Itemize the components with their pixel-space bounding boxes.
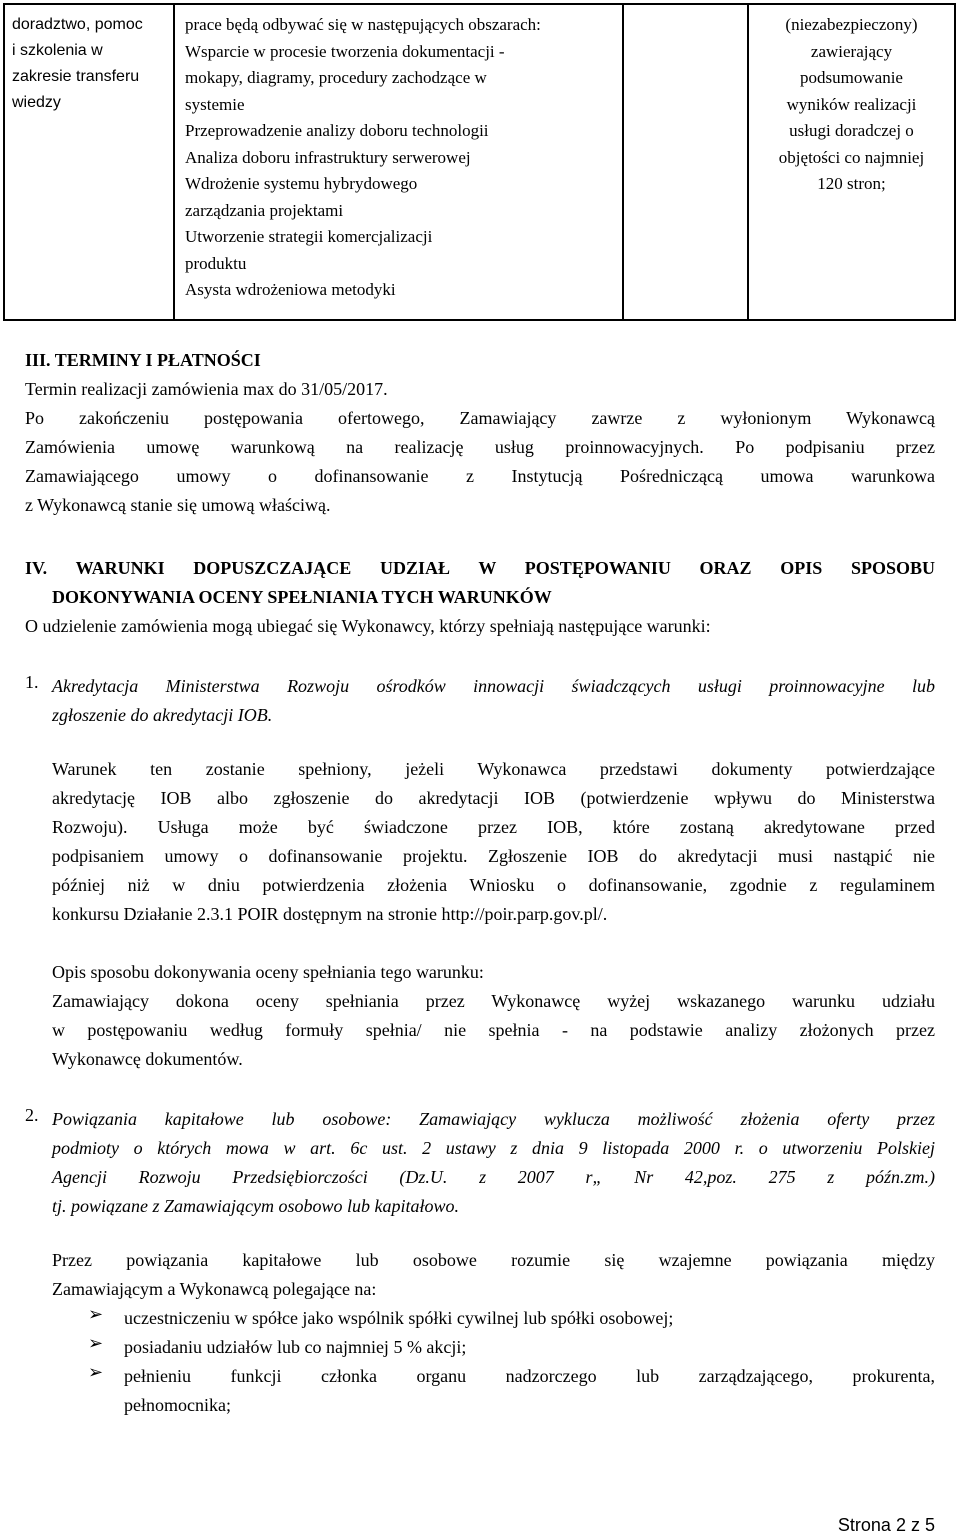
- paragraph-line: Warunek ten zostanie spełniony, jeżeli Wykonawca przedstawi dokumenty potwierdzające: [52, 759, 935, 779]
- section-heading: III. TERMINY I PŁATNOŚCI: [25, 350, 261, 370]
- item-title-line: zgłoszenie do akredytacji IOB.: [52, 705, 273, 725]
- section-conditions: [25, 554, 935, 641]
- item-number: 2.: [25, 1105, 39, 1125]
- cell-line: wyników realizacji: [786, 94, 917, 114]
- cell-line: zakresie transferu: [12, 68, 140, 85]
- paragraph-line: Po zakończeniu postępowania ofertowego, Zamawiający zawrze z wyłonionym Wykonawcą: [25, 408, 935, 428]
- section-heading: IV. WARUNKI DOPUSZCZAJĄCE UDZIAŁ W POSTĘPOWANIU ORAZ OPIS SPOSOBU: [25, 558, 935, 578]
- cell-line: Analiza doboru infrastruktury serwerowej: [185, 147, 471, 167]
- cell-line: podsumowanie: [800, 68, 903, 87]
- arrow-bullet-icon: ➢: [88, 1333, 104, 1353]
- cell-line: Utworzenie strategii komercjalizacji: [185, 227, 433, 246]
- list-item: [124, 1362, 935, 1420]
- cell-line: 120 stron;: [817, 174, 886, 193]
- evaluation-description: [52, 958, 935, 1074]
- item-paragraph: [52, 755, 935, 929]
- item-title-line: tj. powiązane z Zamawiającym osobowo lub kapitałowo.: [52, 1196, 460, 1216]
- table-divider: [747, 5, 749, 319]
- list-item: [124, 1304, 935, 1333]
- table-cell-scope: [185, 12, 625, 304]
- paragraph-line: później niż w dniu potwierdzenia złożenia Wniosku o dofinansowanie, zgodnie z regulaminem: [52, 875, 935, 895]
- paragraph-line: Wykonawcę dokumentów.: [52, 1049, 243, 1069]
- arrow-bullet-icon: ➢: [88, 1304, 104, 1324]
- cell-line: Przeprowadzenie analizy doboru technologii: [185, 121, 489, 140]
- footer-total: 5: [924, 1515, 935, 1535]
- paragraph-line: podpisaniem umowy o dofinansowanie projektu. Zgłoszenie IOB do akredytacji musi nastąpić nie: [52, 846, 935, 866]
- cell-line: Asysta wdrożeniowa metodyki: [185, 280, 396, 299]
- paragraph-line: Zamawiającym a Wykonawcą polegające na:: [52, 1279, 377, 1299]
- list-item-text: pełnieniu funkcji członka organu nadzorczego lub zarządzającego, prokurenta,: [124, 1366, 935, 1386]
- table-cell-service: [12, 12, 172, 116]
- paragraph-line: Rozwoju). Usługa może być świadczone przez IOB, które zostaną akredytowane przed: [52, 817, 935, 837]
- cell-line: Wdrożenie systemu hybrydowego: [185, 174, 418, 193]
- paragraph-line: Przez powiązania kapitałowe lub osobowe rozumie się wzajemne powiązania między: [52, 1250, 935, 1270]
- cell-line: zarządzania projektami: [185, 200, 344, 220]
- cell-line: wiedzy: [12, 94, 61, 111]
- table-cell-deliverable: [753, 12, 950, 198]
- cell-line: zawierający: [810, 41, 893, 61]
- paragraph-line: akredytację IOB albo zgłoszenie do akredytacji IOB (potwierdzenie wpływu do Ministerstwa: [52, 788, 935, 808]
- cell-line: produktu: [185, 253, 247, 273]
- cell-line: systemie: [185, 94, 245, 114]
- section-heading-cont: DOKONYWANIA OCENY SPEŁNIANIA TYCH WARUNKÓW: [52, 587, 552, 607]
- footer-page: 2: [895, 1515, 906, 1535]
- evaluation-heading: Opis sposobu dokonywania oceny spełniania tego warunku:: [52, 962, 484, 982]
- paragraph-line: z Wykonawcą stanie się umową właściwą.: [25, 495, 331, 515]
- cell-line: mokapy, diagramy, procedury zachodzące w: [185, 68, 487, 87]
- paragraph-line: Zamówienia umowę warunkową na realizację usług proinnowacyjnych. Po podpisaniu przez: [25, 437, 935, 457]
- cell-line: Wsparcie w procesie tworzenia dokumentacji -: [185, 41, 505, 61]
- item-title-line: Akredytacja Ministerstwa Rozwoju ośrodków innowacji świadczących usługi proinnowacyjne lub: [52, 676, 935, 696]
- list-item-text: posiadaniu udziałów lub co najmniej 5 % akcji;: [124, 1337, 467, 1357]
- cell-line: (niezabezpieczony): [785, 15, 918, 34]
- table-divider: [173, 5, 175, 319]
- section-terms: [25, 346, 935, 520]
- cell-line: doradztwo, pomoc: [12, 16, 143, 33]
- list-item: [124, 1333, 935, 1362]
- paragraph-line: Zamawiającego umowy o dofinansowanie z Instytucją Pośredniczącą umowa warunkowa: [25, 466, 935, 486]
- item-title: [52, 672, 935, 730]
- list-item-text: uczestniczeniu w spółce jako wspólnik spółki cywilnej lub spółki osobowej;: [124, 1308, 674, 1328]
- item-title-line: podmioty o których mowa w art. 6c ust. 2 ustawy z dnia 9 listopada 2000 r. o utworzeniu Polskiej: [52, 1138, 935, 1158]
- item-title-line: Powiązania kapitałowe lub osobowe: Zamawiający wyklucza możliwość złożenia oferty przez: [52, 1109, 935, 1129]
- cell-line: prace będą odbywać się w następujących obszarach:: [185, 15, 541, 34]
- page-footer: [838, 1515, 935, 1536]
- section-intro: O udzielenie zamówienia mogą ubiegać się Wykonawcy, którzy spełniają następujące warunki:: [25, 616, 711, 636]
- cell-line: objętości co najmniej: [778, 147, 925, 167]
- footer-sep: z: [910, 1515, 920, 1535]
- arrow-bullet-icon: ➢: [88, 1362, 104, 1382]
- footer-label: Strona: [837, 1515, 891, 1535]
- cell-line: i szkolenia w: [12, 42, 103, 59]
- list-item-text: pełnomocnika;: [124, 1395, 231, 1415]
- paragraph-line: Zamawiający dokona oceny spełniania przez Wykonawcę wyżej wskazanego warunku udziału: [52, 991, 935, 1011]
- table-fragment: [3, 3, 956, 321]
- paragraph-line: Termin realizacji zamówienia max do 31/05/2017.: [25, 379, 388, 399]
- paragraph-line: konkursu Działanie 2.3.1 POIR dostępnym na stronie http://poir.parp.gov.pl/.: [52, 904, 608, 924]
- item-paragraph: [52, 1246, 935, 1304]
- paragraph-line: w postępowaniu według formuły spełnia/ nie spełnia - na podstawie analizy złożonych przez: [52, 1020, 935, 1040]
- cell-line: usługi doradczej o: [789, 121, 914, 140]
- item-title-line: Agencji Rozwoju Przedsiębiorczości (Dz.U. z 2007 r„ Nr 42,poz. 275 z późn.zm.): [52, 1167, 935, 1187]
- item-number: 1.: [25, 672, 39, 692]
- item-title: [52, 1105, 935, 1221]
